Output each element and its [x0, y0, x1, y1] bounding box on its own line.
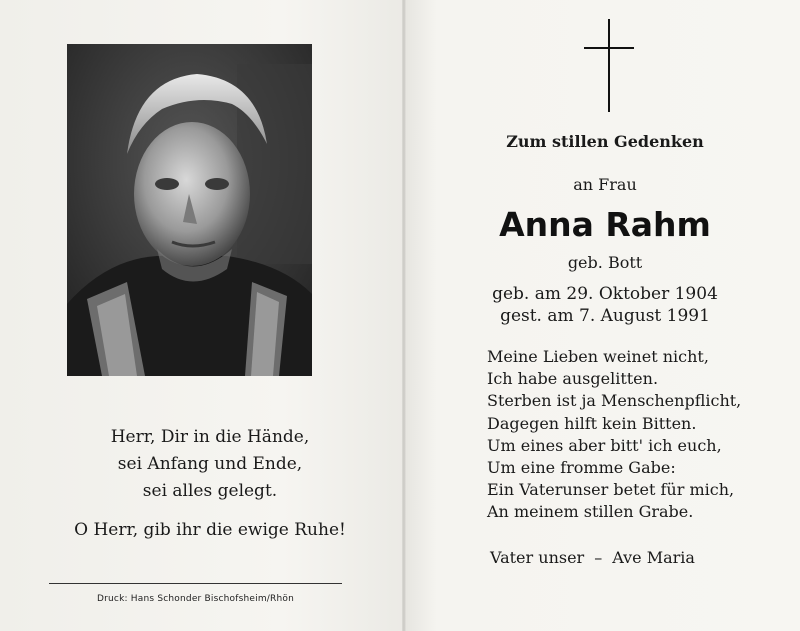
closing-dash: – [594, 548, 603, 567]
poem-line: Ich habe ausgelitten. [487, 369, 659, 389]
card-fold [402, 0, 406, 631]
cross-icon [584, 19, 634, 114]
prayer-line: O Herr, gib ihr die ewige Ruhe! [74, 520, 346, 540]
closing-prayer: Vater unser [490, 548, 585, 567]
poem-line: Um eine fromme Gabe: [487, 458, 676, 478]
poem-line: Ein Vaterunser betet für mich, [487, 480, 735, 500]
left-verse [60, 424, 360, 505]
closing-prayer: Ave Maria [612, 548, 695, 567]
poem-line: An meinem stillen Grabe. [487, 502, 694, 522]
verse-line: sei alles gelegt. [142, 481, 278, 501]
maiden-name: geb. Bott [567, 253, 643, 272]
verse-line: Herr, Dir in die Hände, [110, 427, 310, 447]
poem-line: Sterben ist ja Menschenpflicht, [487, 391, 742, 411]
portrait-photo [67, 44, 312, 376]
memorial-heading: Zum stillen Gedenken [506, 132, 704, 151]
closing-prayers [490, 548, 695, 567]
poem-line: Dagegen hilft kein Bitten. [487, 413, 697, 433]
verse-line: sei Anfang und Ende, [117, 454, 303, 474]
poem-line: Meine Lieben weinet nicht, [487, 347, 709, 366]
life-dates [440, 283, 770, 327]
deceased-name: Anna Rahm [499, 205, 711, 244]
poem [487, 346, 741, 524]
birth-date: geb. am 29. Oktober 1904 [492, 284, 718, 304]
salutation: an Frau [573, 175, 637, 194]
divider-rule [49, 583, 342, 584]
death-date: gest. am 7. August 1991 [500, 306, 710, 326]
poem-line: Um eines aber bitt' ich euch, [487, 435, 722, 455]
printer-credit: Druck: Hans Schonder Bischofsheim/Rhön [97, 594, 294, 604]
